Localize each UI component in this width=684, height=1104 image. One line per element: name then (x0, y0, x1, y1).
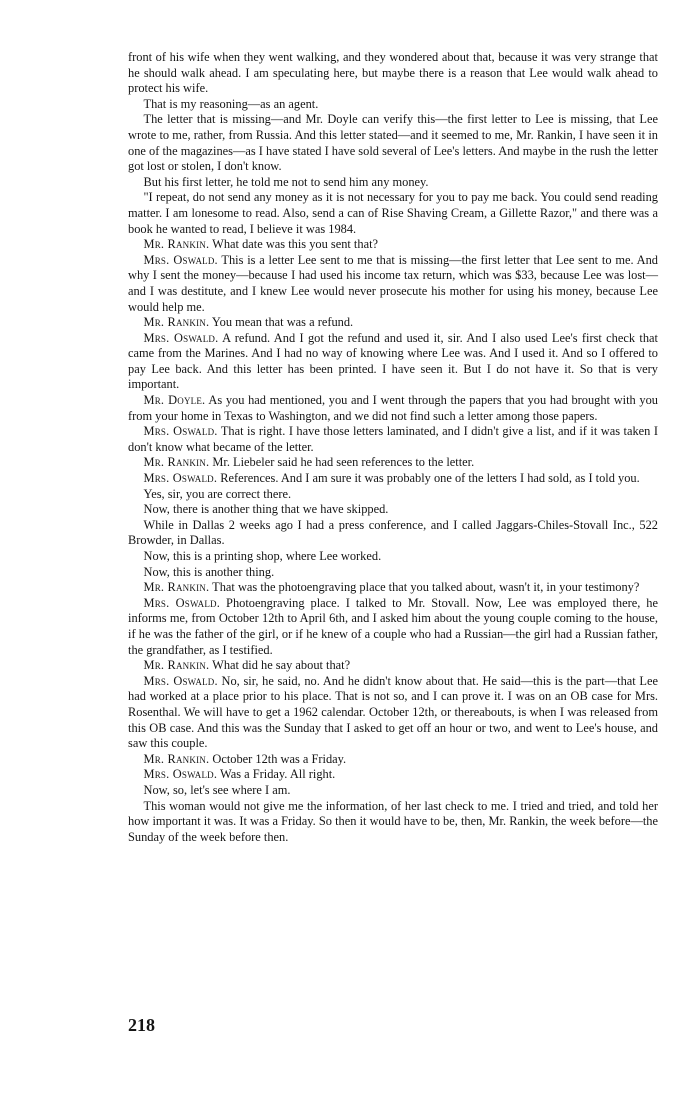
paragraph (128, 783, 658, 799)
paragraph (128, 175, 658, 191)
paragraph (128, 112, 658, 174)
paragraph-text: The letter that is missing—and Mr. Doyle can verify this—the first letter to Lee is missing, that Lee wrote to me, rather, from Russia. And this letter stated—and it seemed to me, Mr. Rankin, I have seen it in one of the magazines—as I have stated I have sold several of Lee's letters. And maybe in the rush the letter got lost or stolen, I don't know. (128, 112, 658, 174)
document-body (128, 50, 658, 845)
paragraph-text: Yes, sir, you are correct there. (143, 486, 292, 501)
paragraph-text: You mean that was a refund. (211, 315, 354, 330)
paragraph (128, 518, 658, 549)
paragraph (128, 331, 658, 393)
paragraph (128, 237, 658, 253)
speaker-label: Mrs. Oswald. (143, 471, 218, 486)
speaker-label: Mr. Rankin. (143, 237, 210, 252)
paragraph-text: That is right. I have those letters laminated, and I didn't give a list, and if it was taken I don't know what became of the letter. (128, 424, 659, 454)
paragraph-text: front of his wife when they went walking, and they wondered about that, because it was very strange that he should walk ahead. I am speculating here, but maybe there is a reason that Lee would walk ahead to protect his wife. (128, 50, 658, 96)
speaker-label: Mr. Rankin. (143, 455, 210, 470)
speaker-label: Mrs. Oswald. (143, 424, 218, 439)
paragraph-text: Was a Friday. All right. (220, 767, 336, 782)
paragraph-text: This woman would not give me the information, of her last check to me. I tried and tried, and told her how important it was. It was a Friday. So then it would have to be, then, Mr. Rankin, the week before—the Sunday of the week before then. (128, 798, 658, 844)
paragraph (128, 580, 658, 596)
paragraph-text: But his first letter, he told me not to send him any money. (143, 174, 429, 189)
paragraph (128, 253, 658, 315)
paragraph (128, 752, 658, 768)
paragraph-text: Now, so, let's see where I am. (143, 782, 291, 797)
paragraph (128, 393, 658, 424)
paragraph (128, 97, 658, 113)
paragraph-text: Mr. Liebeler said he had seen references to the letter. (212, 455, 475, 470)
paragraph (128, 549, 658, 565)
paragraph (128, 424, 658, 455)
paragraph-text: Now, there is another thing that we have skipped. (143, 502, 389, 517)
speaker-label: Mrs. Oswald. (143, 767, 218, 782)
paragraph-text: What did he say about that? (212, 658, 351, 673)
paragraph-text: While in Dallas 2 weeks ago I had a press conference, and I called Jaggars-Chiles-Stovall Inc., 522 Browder, in Dallas. (128, 517, 658, 548)
paragraph-text: Now, this is another thing. (143, 564, 275, 579)
paragraph-text: Now, this is a printing shop, where Lee worked. (143, 549, 382, 563)
speaker-label: Mr. Rankin. (143, 751, 210, 766)
paragraph (128, 799, 658, 846)
paragraph-text: October 12th was a Friday. (212, 751, 347, 766)
paragraph (128, 455, 658, 471)
paragraph (128, 767, 658, 783)
paragraph (128, 502, 658, 518)
paragraph (128, 658, 658, 674)
paragraph (128, 674, 658, 752)
paragraph-text: That is my reasoning—as an agent. (143, 96, 319, 111)
paragraph-text: That was the photoengraving place that you talked about, wasn't it, in your testimony? (212, 580, 640, 595)
paragraph (128, 565, 658, 581)
paragraph (128, 190, 658, 237)
paragraph-text: This is a letter Lee sent to me that is missing—the first letter that Lee sent to me. And why I sent the money—because I had used his income tax return, which was $33, because Lee was lost—and I was destitute, and I knew Lee would never prosecute his mother for using his money, because Lee would help me. (128, 252, 658, 314)
paragraph-text: What date was this you sent that? (212, 237, 379, 252)
page-number: 218 (128, 1015, 155, 1035)
paragraph-text: References. And I am sure it was probably one of the letters I had sold, as I told you. (220, 471, 640, 486)
paragraph (128, 50, 658, 97)
speaker-label: Mr. Rankin. (143, 315, 210, 330)
paragraph (128, 487, 658, 503)
speaker-label: Mr. Rankin. (143, 658, 210, 673)
speaker-label: Mr. Doyle. (143, 393, 206, 408)
speaker-label: Mrs. Oswald. (143, 595, 221, 610)
paragraph-text: A refund. And I got the refund and used it, sir. And I also used Lee's first check that came from the Marines. And I had no way of knowing where Lee was. And I used it. And so I offered to pay Lee back. And this letter has been printed. I have seen it. But I do not have it. So that is very important. (128, 330, 658, 392)
paragraph-text: Photoengraving place. I talked to Mr. Stovall. Now, Lee was employed there, he informs me, from October 12th to April 6th, and I asked him about the young couple coming to the house, if he was the father of the girl, or if he knew of a couple who had a Russian—the girl had a Russian father, the grandfather, as I testified. (128, 595, 658, 657)
paragraph-text: No, sir, he said, no. And he didn't know about that. He said—this is the part—that Lee had worked at a place prior to his place. That is not so, and I can prove it. I was on an OB case for Mrs. Rosenthal. We will have to get a 1962 calendar. October 12th, or thereabouts, is when I was released from this OB case. And this was the Sunday that I asked to get off an hour or two, and went to Lee's house, and saw this couple. (128, 673, 658, 751)
speaker-label: Mrs. Oswald. (143, 330, 219, 345)
speaker-label: Mrs. Oswald. (143, 252, 218, 267)
paragraph (128, 596, 658, 658)
paragraph (128, 471, 658, 487)
paragraph-text: As you had mentioned, you and I went through the papers that you had brought with you from your home in Texas to Washington, and we did not find such a letter among those papers. (128, 393, 658, 423)
paragraph-text: "I repeat, do not send any money as it is not necessary for you to pay me back. You could send reading matter. I am lonesome to read. Also, send a can of Rise Shaving Cream, a Gillette Razor," and there was a book he wanted to read, I believe it was 1984. (128, 190, 658, 236)
speaker-label: Mr. Rankin. (143, 580, 210, 595)
speaker-label: Mrs. Oswald. (143, 673, 218, 688)
paragraph (128, 315, 658, 331)
